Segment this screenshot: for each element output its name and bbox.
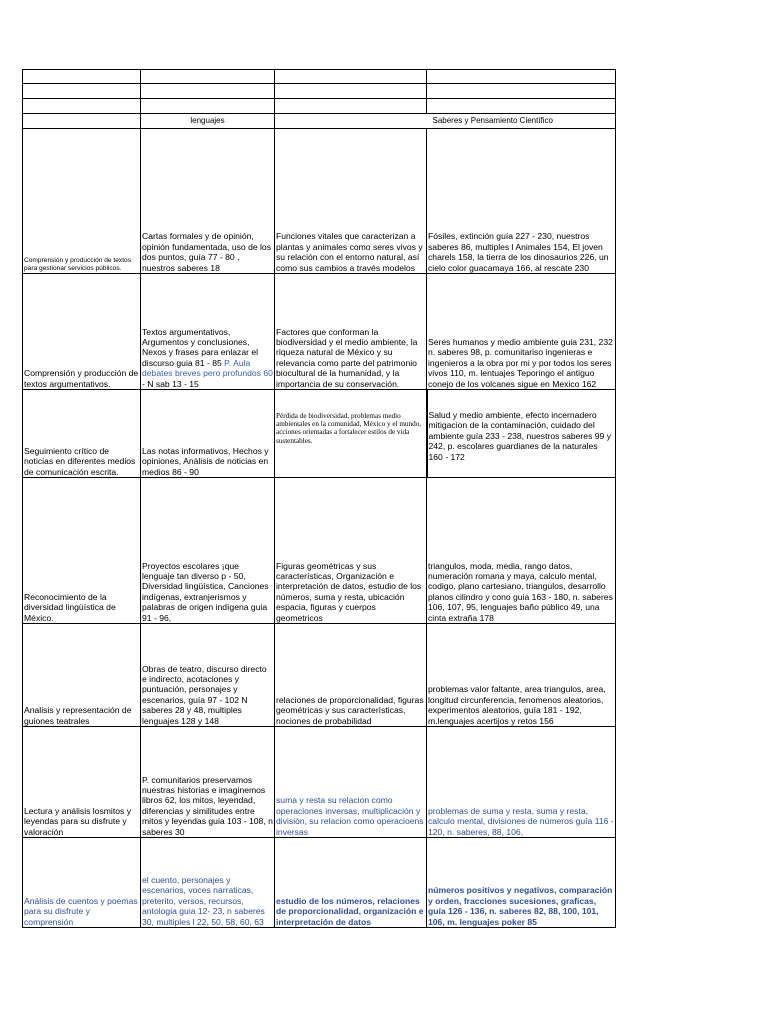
saberes-cell: Fósiles, extinción guía 227 - 230, nuestros saberes 86, multiples l Animales 154, El joven charels 158, la tierra de los dinosaurios 226, un cielo color guacamaya 166, al rescate 230 [427,129,616,274]
empty-cell [275,99,427,114]
empty-cell [427,84,616,99]
empty-row [23,84,616,99]
saberes-cell: problemas de suma y resta, suma y resta, calculo mental, divisiones de números guía 116 - 120, n. saberes, 88, 106, [427,727,616,838]
lenguajes-text-end: - N sab 13 - 15 [142,378,199,389]
empty-cell [23,99,141,114]
aula-reference-link[interactable]: P. Aula debates breves pero profundos 60 [142,357,273,379]
header-lenguajes: lenguajes [141,114,275,129]
curriculum-table [22,69,616,928]
lenguajes-cell: Obras de teatro, discurso directo e indirecto, acotaciones y puntuación, personajes y escenarios, guía 97 - 102 N saberes 28 y 48, multiples lenguajes 128 y 148 [141,624,275,727]
table-row [23,274,616,390]
content-cell: Figuras geométricas y sus características, Organización e interpretación de datos, estudio de los números, suma y resta, ubicación espacia, figuras y cuerpos geometricos [275,478,427,624]
table-row [23,390,616,478]
lenguajes-cell: Las notas informativos, Hechos y opiniones, Análisis de noticias en medios 86 - 90 [141,390,275,478]
content-cell: suma y resta su relacion como operaciones inversas, multiplicación y división, su relacion como operacioens inversas [275,727,427,838]
header-saberes: Saberes y Pensamiento Científico [427,114,616,129]
header-cell-1 [23,114,141,129]
empty-row [23,99,616,114]
topic-cell: Reconocimiento de la diversidad lingüística de México. [23,478,141,624]
content-cell: Pérdida de biodiversidad, problemas medio ambientales en la comunidad, México y el mundo, acciones orientadas a fortalecer estilos de vida sustentables. [275,390,427,478]
content-cell: estudio de los números, relaciones de proporcionalidad, organización e interpretación de datos [275,838,427,928]
topic-cell: Análisis de cuentos y poemas para su disfrute y comprensión [23,838,141,928]
empty-cell [275,70,427,84]
lenguajes-cell: P. comunitarios preservamos nuestras historias e imaginemos libros 62, los mitos, leyendad, diferencias y similitudes entre mitos y leyendas guia 103 - 108, n saberes 30 [141,727,275,838]
table-row [23,838,616,928]
lenguajes-text: Textos argumentativos, Argumentos y conclusiones, Nexos y frases para enlazar el discurso guia 81 - 85 [142,326,259,368]
saberes-cell: triangulos, moda, media, rango datos, numeración romana y maya, calculo mental, codigo, plano cartesiano, triangulos, desarrollo planos cilindro y cono guia 163 - 180, n. saberes 106, 107, 95, lenguajes baño público 49, una cinta extraña 178 [427,478,616,624]
saberes-cell: problemas valor faltante, area triangulos, area, longitud circunferencia, fenomenos aleatorios, experimentos aleatorios, guía 181 - 192, m.lenguajes acertijos y retos 156 [427,624,616,727]
table-row [23,478,616,624]
table-row [23,727,616,838]
content-cell: Factores que conforman la biodiversidad y el medio ambiente, la riqueza natural de México y su relevancia como parte del patrimonio biocultural de la humanidad, y la importancia de su conservación. [275,274,427,390]
saberes-cell: Seres humanos y medio ambiente guia 231, 232 n. saberes 98, p. comunitariso ingenieras e ingenieros a la obra por mi y por todos los seres vivos 110, m. lentuajes Teporingo el antiguo conejo de los volcanes sigue en Mexico 162 [427,274,616,390]
empty-cell [141,99,275,114]
content-cell: Funciones vitales que caracterizan a plantas y animales como seres vivos y su relación con el entorno natural, así como sus cambios a través modelos [275,129,427,274]
header-row [23,114,616,129]
topic-cell: Comprensión y producción de textos para gestionar servicios públicos. [23,129,141,274]
lenguajes-cell: Proyectos escolares ¡que lenguaje tan diverso p - 50, Diversidad lingüística, Canciones indígenas, extranjerismos y palabras de origen indígena guia 91 - 96, [141,478,275,624]
table-row [23,624,616,727]
lenguajes-cell [141,274,275,390]
empty-cell [275,84,427,99]
lenguajes-cell: el cuento, personajes y escenarios, voces narraticas, preterito, versos, recursos, antologia guia 12- 23, n saberes 30, multiples l 22, 50, 58, 60, 63 [141,838,275,928]
table-row [23,129,616,274]
saberes-cell: números positivos y negativos, comparación y orden, fracciones sucesiones, graficas, guía 126 - 136, n. saberes 82, 88, 100, 101, 106, m. lenguajes poker 85 [427,838,616,928]
lenguajes-cell: Cartas formales y de opinión, opinión fundamentada, uso de los dos puntos, guía 77 - 80 , nuestros saberes 18 [141,129,275,274]
saberes-cell: Salud y medio ambiente, efecto incernadero mitigacion de la contaminación, cuidado del ambiente guía 233 - 238, nuestros saberes 99 y 242, p. escolares guardianes de la naturales 160 - 172 [427,390,616,478]
topic-cell: Analisis y representación de guiones teatrales [23,624,141,727]
empty-cell [23,84,141,99]
topic-cell: Comprensión y producción de textos argumentativos. [23,274,141,390]
content-cell: relaciones de proporcionalidad, figuras geométricas y sus características, nociones de probabilidad [275,624,427,727]
empty-cell [427,70,616,84]
empty-cell [23,70,141,84]
empty-cell [141,70,275,84]
empty-cell [427,99,616,114]
header-cell-3 [275,114,427,129]
empty-cell [141,84,275,99]
topic-cell: Lectura y análisis losmitos y leyendas para su disfrute y valoración [23,727,141,838]
empty-row [23,70,616,84]
topic-cell: Seguimiento crítico de noticias en diferentes medios de comunicación escrita. [23,390,141,478]
